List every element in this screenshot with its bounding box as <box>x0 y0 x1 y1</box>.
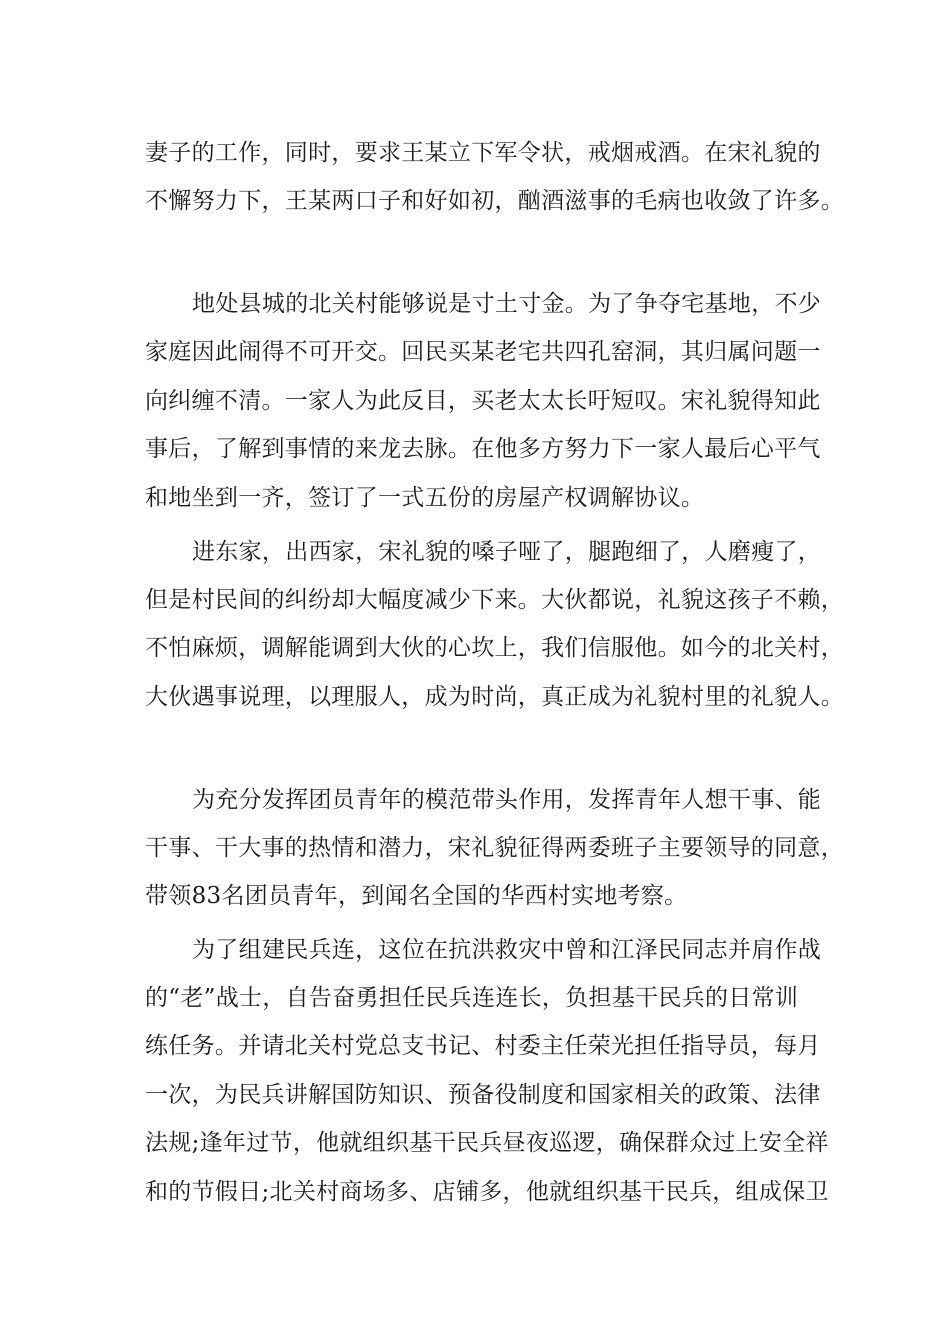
paragraph-3-line-4: 大伙遇事说理，以理服人，成为时尚，真正成为礼貌村里的礼貌人。 <box>145 684 844 710</box>
paragraph-4-line-2: 干事、干大事的热情和潜力，宋礼貌征得两委班子主要领导的同意， <box>145 835 844 861</box>
paragraph-5-line-6: 和的节假日;北关村商场多、店铺多，他就组织基干民兵，组成保卫 <box>145 1179 829 1205</box>
paragraph-2-line-5: 和地坐到一齐，签订了一式五份的房屋产权调解协议。 <box>145 485 705 511</box>
paragraph-5-line-2: 的“老”战士，自告奋勇担任民兵连连长，负担基干民兵的日常训 <box>145 985 799 1011</box>
paragraph-2-line-1: 地处县城的北关村能够说是寸土寸金。为了争夺宅基地，不少 <box>192 291 822 317</box>
paragraph-1-line-2: 不懈努力下，王某两口子和好如初，酗酒滋事的毛病也收敛了许多。 <box>145 188 844 214</box>
paragraph-2-line-4: 事后，了解到事情的来龙去脉。在他多方努力下一家人最后心平气 <box>145 436 821 462</box>
paragraph-3-line-2: 但是村民间的纠纷却大幅度减少下来。大伙都说，礼貌这孩子不赖， <box>145 587 844 613</box>
paragraph-3-line-3: 不怕麻烦，调解能调到大伙的心坎上，我们信服他。如今的北关村， <box>145 635 844 661</box>
paragraph-4-line-1: 为充分发挥团员青年的模范带头作用，发挥青年人想干事、能 <box>192 787 822 813</box>
paragraph-5-line-3: 练任务。并请北关村党总支书记、村委主任荣光担任指导员，每月 <box>145 1033 821 1059</box>
paragraph-5-line-4: 一次，为民兵讲解国防知识、预备役制度和国家相关的政策、法律 <box>145 1082 821 1108</box>
paragraph-5-line-5: 法规;逢年过节，他就组织基干民兵昼夜巡逻，确保群众过上安全祥 <box>145 1130 829 1156</box>
paragraph-5-line-1: 为了组建民兵连，这位在抗洪救灾中曾和江泽民同志并肩作战 <box>192 937 822 963</box>
paragraph-3-line-1: 进东家，出西家，宋礼貌的嗓子哑了，腿跑细了，人磨瘦了， <box>192 539 822 565</box>
paragraph-4-line-3: 带领83名团员青年，到闻名全国的华西村实地考察。 <box>145 883 688 909</box>
paragraph-2-line-2: 家庭因此闹得不可开交。回民买某老宅共四孔窑洞，其归属问题一 <box>145 339 821 365</box>
paragraph-1-line-1: 妻子的工作，同时，要求王某立下军令状，戒烟戒酒。在宋礼貌的 <box>145 140 821 166</box>
paragraph-2-line-3: 向纠缠不清。一家人为此反目，买老太太长吁短叹。宋礼貌得知此 <box>145 388 821 414</box>
